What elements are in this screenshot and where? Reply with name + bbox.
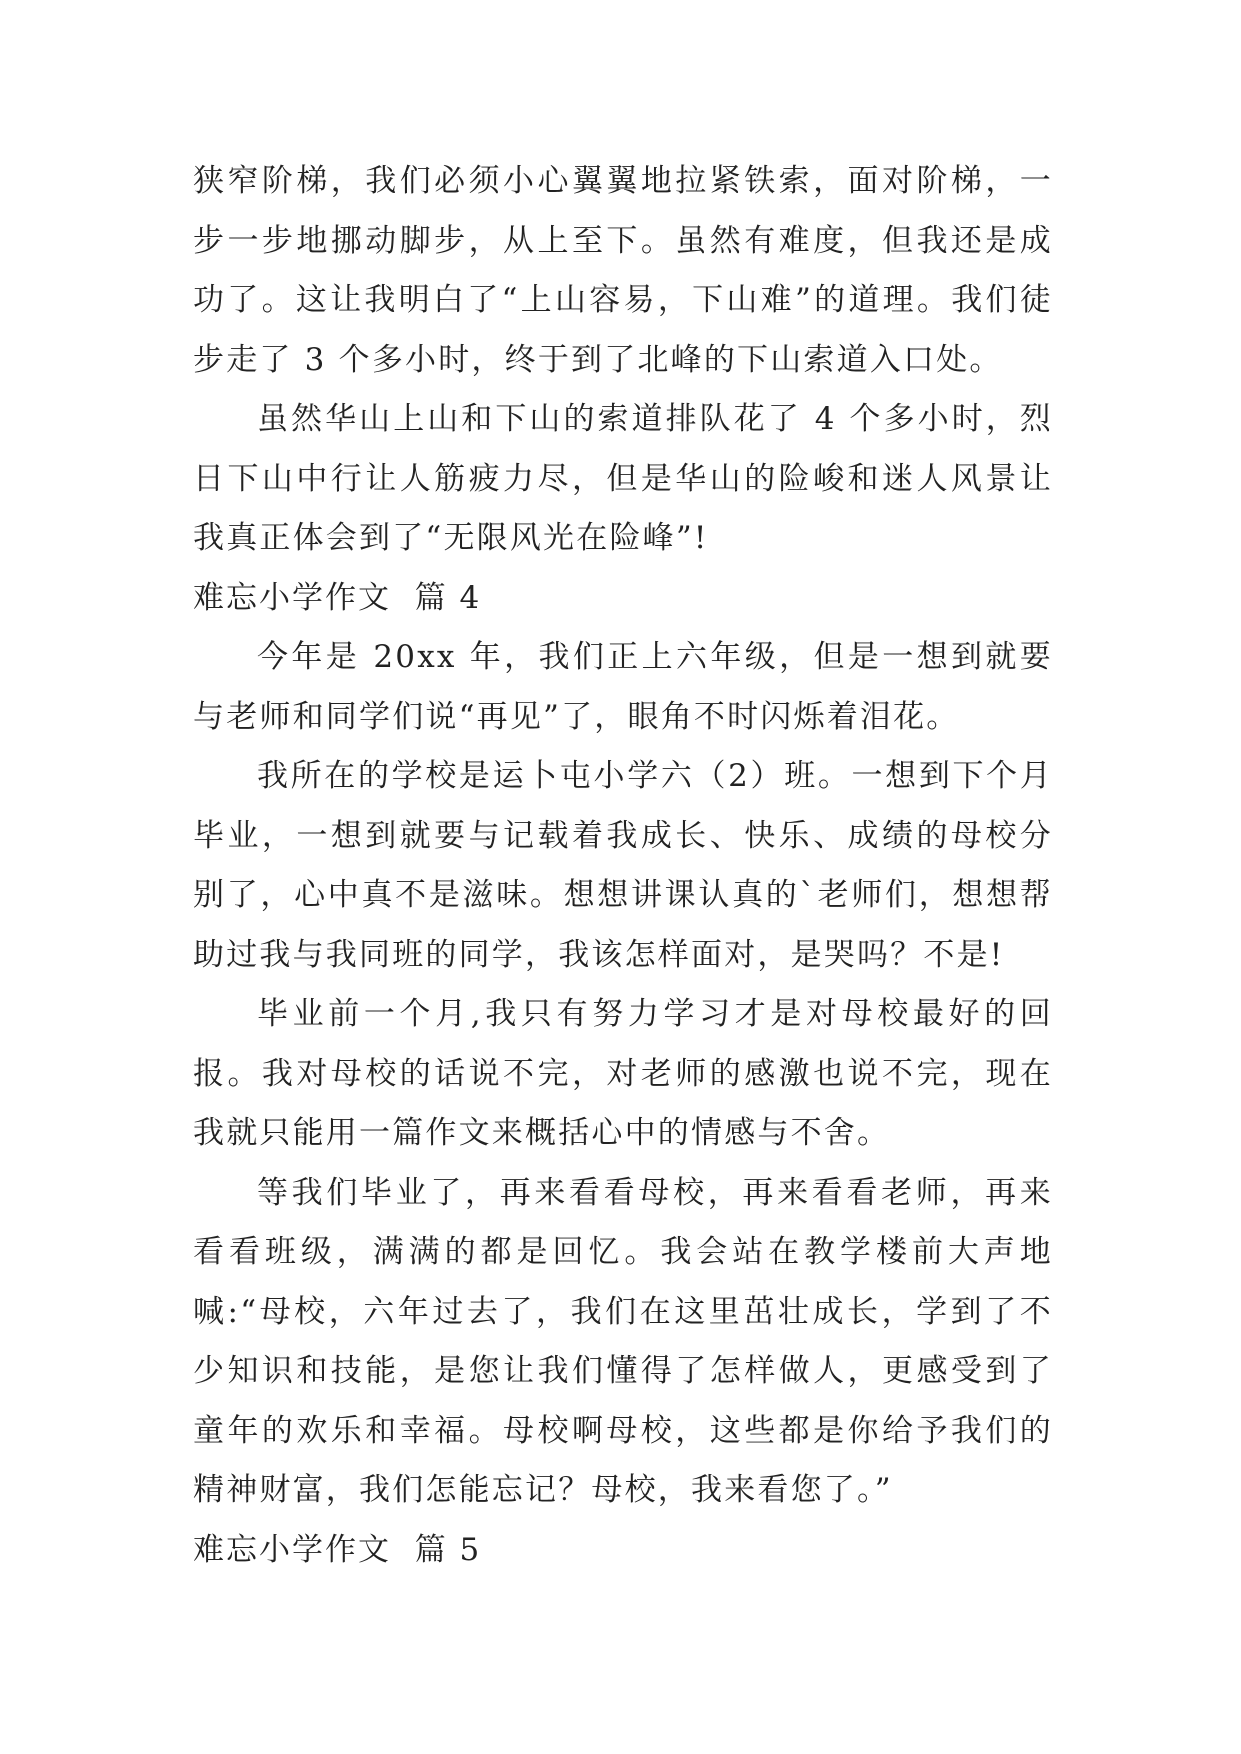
paragraph: 我所在的学校是运卜屯小学六（2）班。一想到下个月毕业，一想到就要与记载着我成长、快乐、成绩的母校分别了，心中真不是滋味。想想讲课认真的`老师们，想想帮助过我与我同班的同学，我该怎样面对，是哭吗？不是! [193, 758, 1053, 973]
section-heading: 难忘小学作文 篇 4 [193, 579, 482, 616]
document-page [193, 152, 1053, 1580]
paragraph: 等我们毕业了，再来看看母校，再来看看老师，再来看看班级，满满的都是回忆。我会站在教学楼前大声地喊:“母校，六年过去了，我们在这里茁壮成长，学到了不少知识和技能，是您让我们懂得了怎样做人，更感受到了童年的欢乐和幸福。母校啊母校，这些都是你给予我们的精神财富，我们怎能忘记？母校，我来看您了。” [193, 1174, 1053, 1508]
paragraph: 今年是 20xx 年，我们正上六年级，但是一想到就要与老师和同学们说“再见”了，眼角不时闪烁着泪花。 [193, 639, 1053, 735]
paragraph: 狭窄阶梯，我们必须小心翼翼地拉紧铁索，面对阶梯，一步一步地挪动脚步，从上至下。虽然有难度，但我还是成功了。这让我明白了“上山容易，下山难”的道理。我们徒步走了 3 个多小时，终于到了北峰的下山索道入口处。 [193, 163, 1053, 378]
paragraph: 虽然华山上山和下山的索道排队花了 4 个多小时，烈日下山中行让人筋疲力尽，但是华山的险峻和迷人风景让我真正体会到了“无限风光在险峰”! [193, 401, 1053, 556]
section-heading: 难忘小学作文 篇 5 [193, 1531, 482, 1568]
paragraph: 毕业前一个月,我只有努力学习才是对母校最好的回报。我对母校的话说不完，对老师的感激也说不完，现在我就只能用一篇作文来概括心中的情感与不舍。 [193, 996, 1053, 1151]
